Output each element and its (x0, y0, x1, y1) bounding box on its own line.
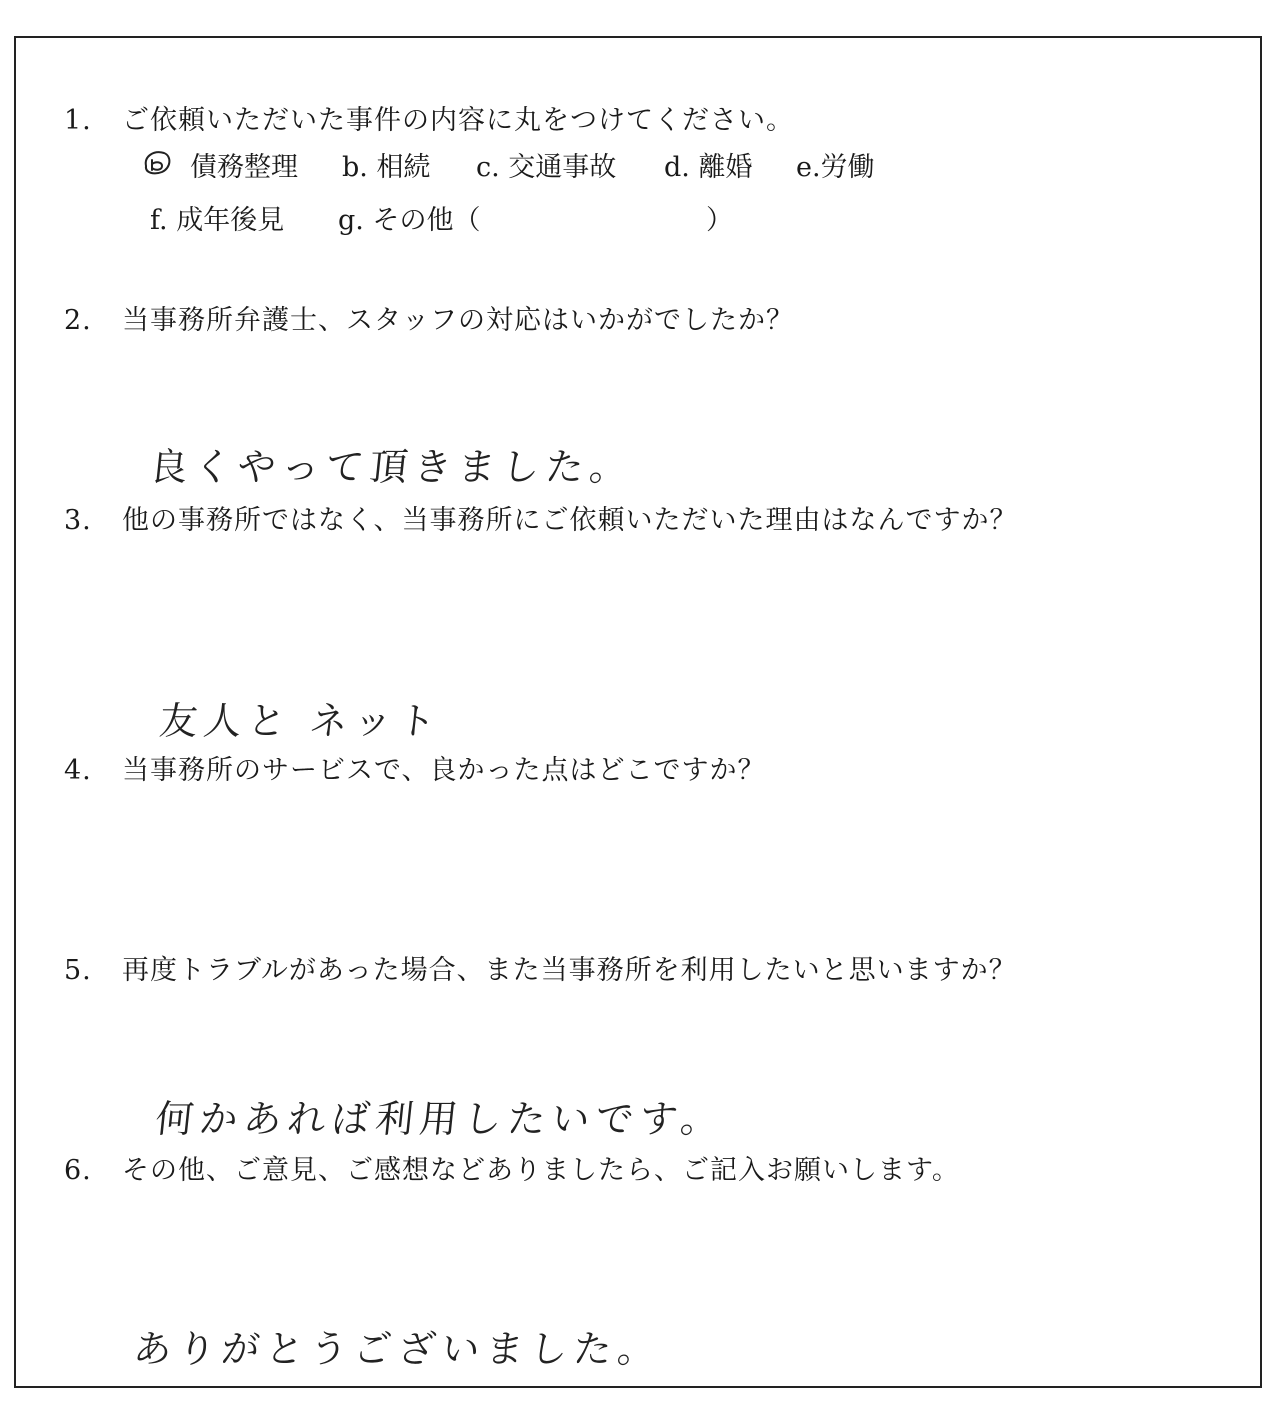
question-number: 3. (64, 505, 92, 536)
question-number: 4. (64, 755, 92, 786)
option-g-close-paren: ） (706, 205, 733, 236)
question-1 (64, 98, 794, 137)
question-6 (64, 1148, 960, 1187)
question-4 (64, 748, 765, 787)
question-text: ご依頼いただいた事件の内容に丸をつけてください。 (122, 105, 794, 136)
option-a[interactable]: 債務整理 (190, 152, 298, 183)
option-e[interactable]: e.労働 (796, 152, 875, 183)
answer-q2-handwritten: 良くやって頂きました。 (147, 445, 636, 489)
option-g[interactable]: g. その他（ (338, 205, 481, 236)
question-number: 5. (64, 955, 92, 986)
option-f[interactable]: f. 成年後見 (150, 205, 285, 236)
question-3 (64, 498, 1017, 537)
answer-q5-handwritten: 何かあれば利用したいです。 (153, 1097, 727, 1141)
option-a-circle-mark (140, 146, 174, 178)
question-text: 当事務所弁護士、スタッフの対応はいかがでしたか？ (122, 305, 794, 336)
question-number: 2. (64, 305, 92, 336)
question-text: その他、ご意見、ご感想などありましたら、ご記入お願いします。 (122, 1155, 960, 1186)
question-5 (64, 948, 1017, 987)
question-number: 1. (64, 105, 92, 136)
question-text: 再度トラブルがあった場合、また当事務所を利用したいと思いますか？ (122, 955, 1017, 986)
question-text: 当事務所のサービスで、良かった点はどこですか？ (122, 755, 766, 786)
option-d[interactable]: d. 離婚 (664, 152, 753, 183)
answer-q3-handwritten: 友人と ネット (157, 699, 445, 743)
option-b[interactable]: b. 相続 (342, 152, 431, 183)
question-text: 他の事務所ではなく、当事務所にご依頼いただいた理由はなんですか？ (122, 505, 1018, 536)
answer-q6-handwritten: ありがとうございました。 (131, 1327, 664, 1371)
option-c[interactable]: c. 交通事故 (476, 152, 617, 183)
question-2 (64, 298, 794, 337)
question-number: 6. (64, 1155, 92, 1186)
